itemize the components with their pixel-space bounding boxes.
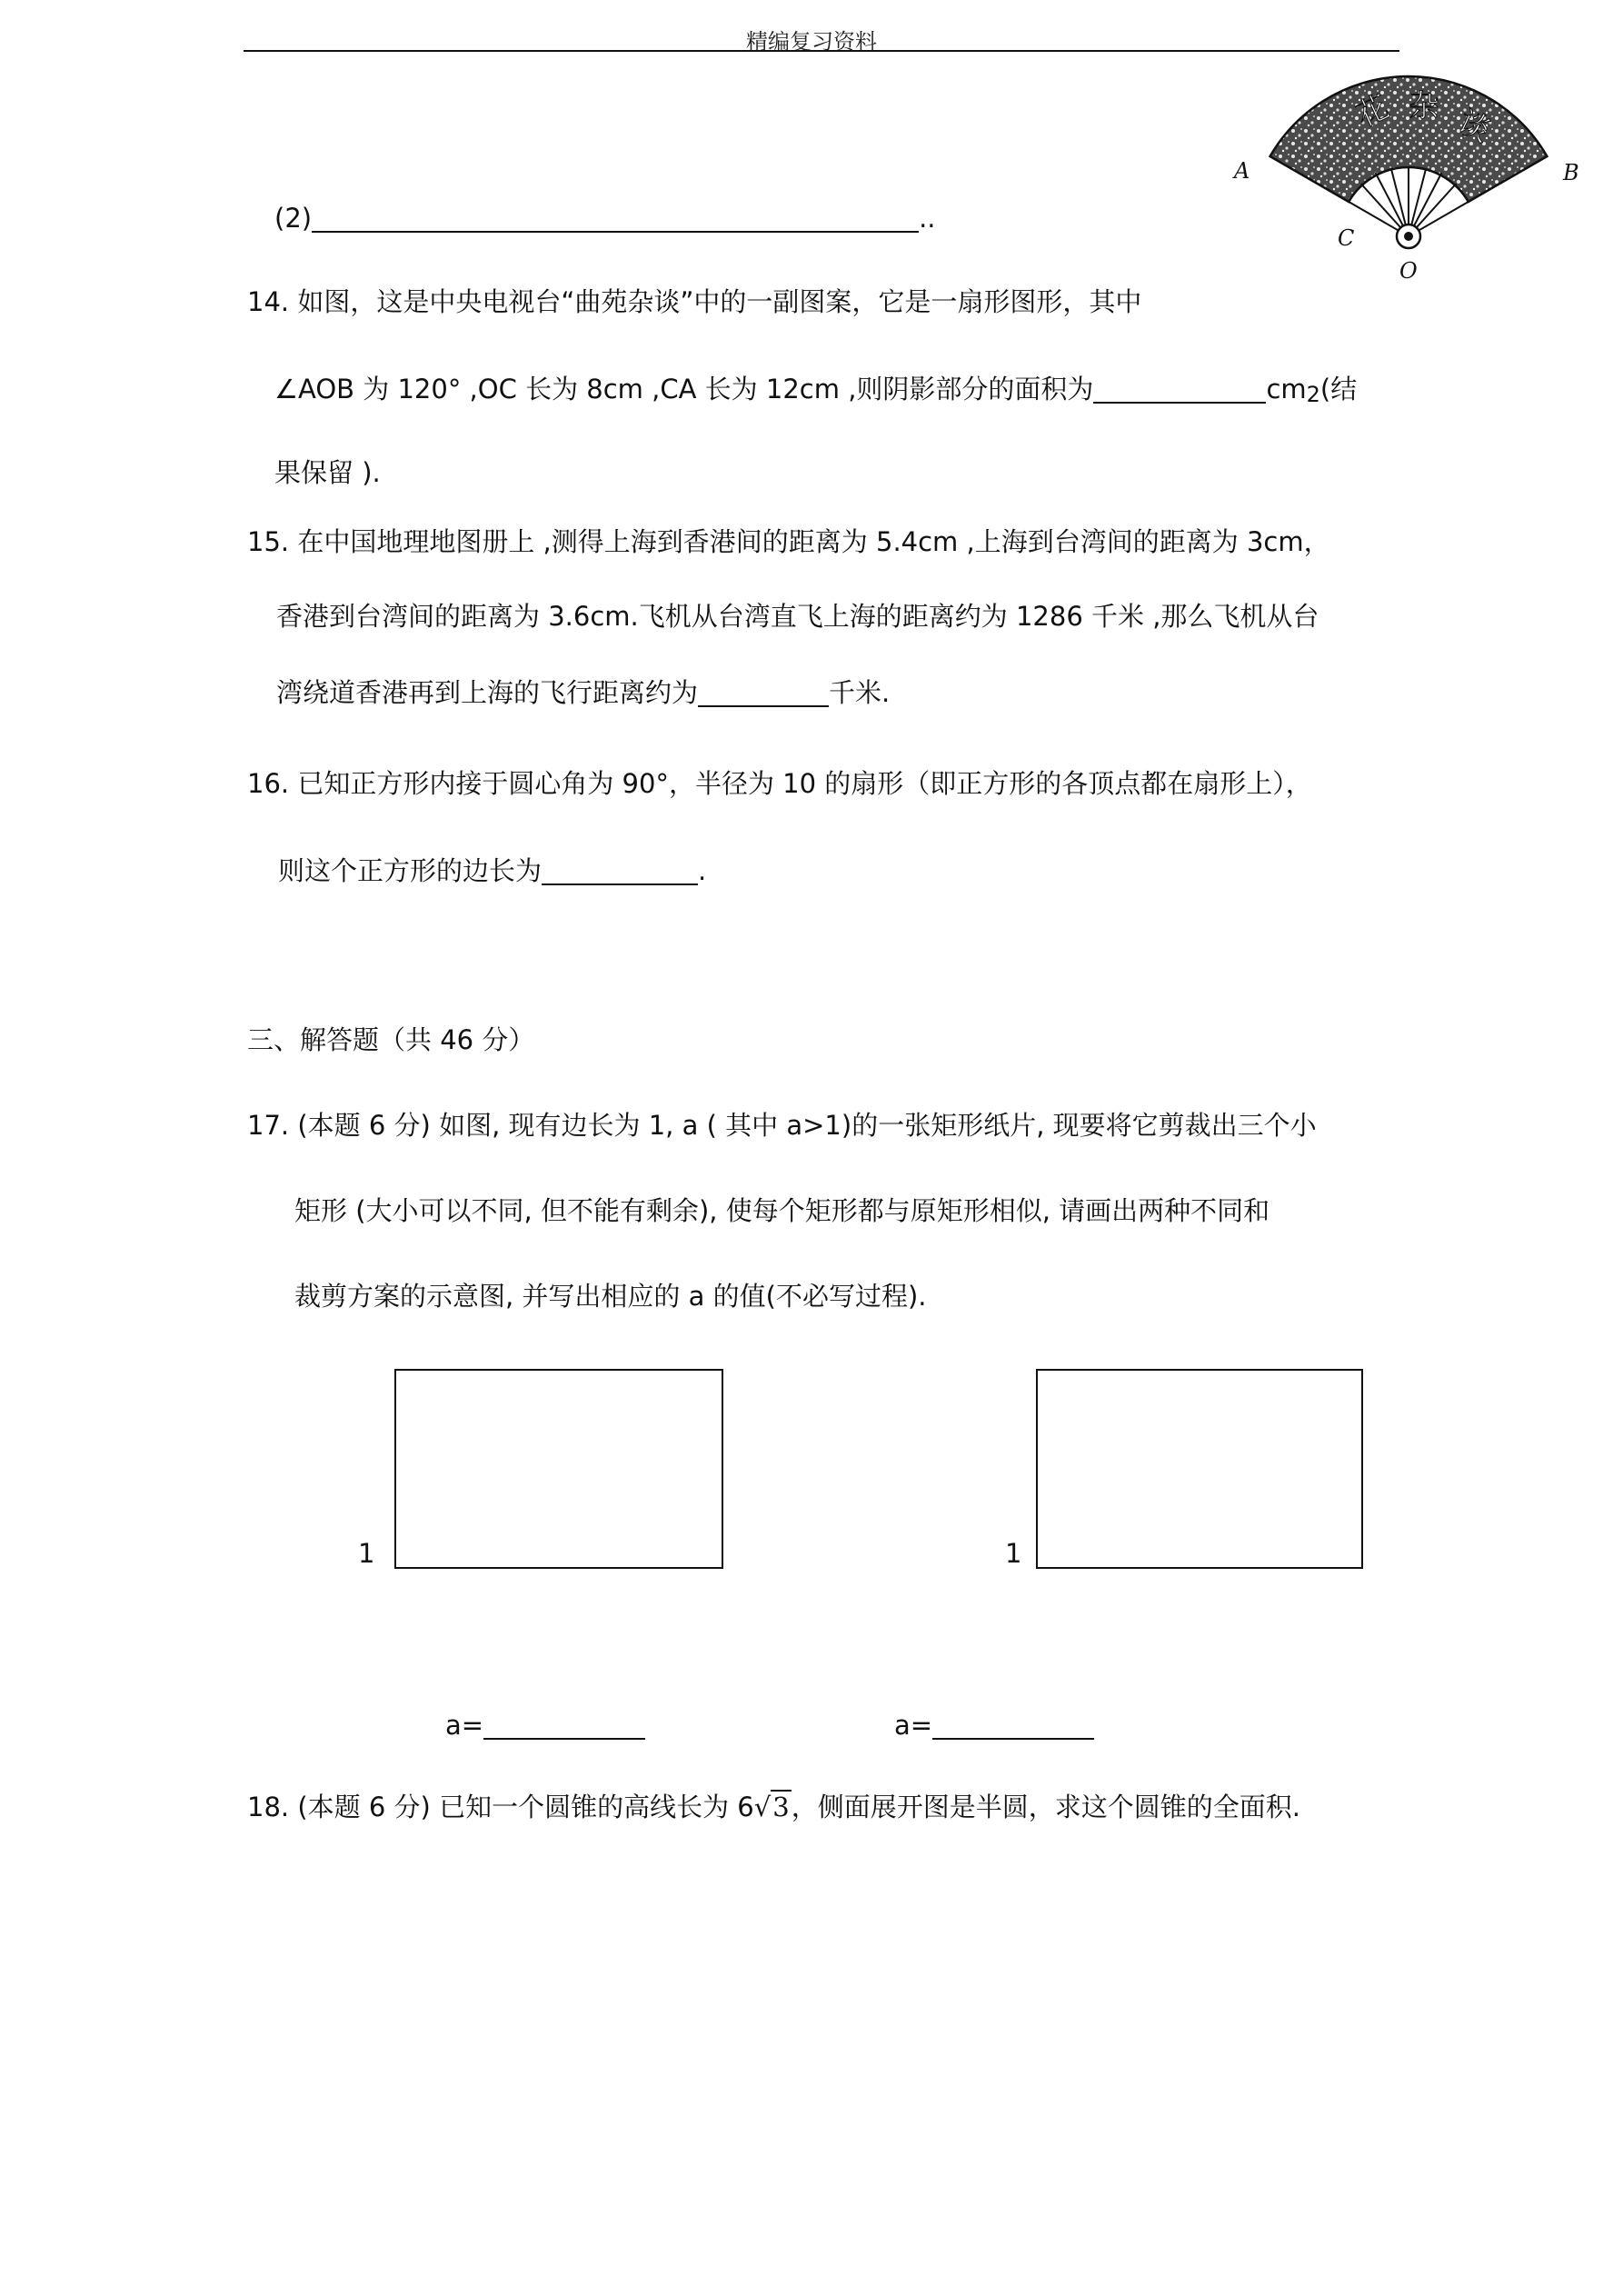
q15-line-3-text: 湾绕道香港再到上海的飞行距离约为 (276, 677, 699, 708)
q16-answer-blank (542, 856, 698, 885)
q18-text-end: ，侧面展开图是半圆，求这个圆锥的全面积. (791, 1792, 1300, 1822)
calligraphy-char-3: 谈 (1452, 103, 1496, 150)
q14-line-3: 果保留 ). (274, 457, 381, 488)
q14-line-1: 14. 如图，这是中央电视台“曲苑杂谈”中的一副图案，它是一扇形图形，其中 (247, 286, 1142, 317)
fan-diagram (1227, 64, 1590, 291)
q17-line-3: 裁剪方案的示意图, 并写出相应的 a 的值(不必写过程). (294, 1281, 927, 1312)
q14-line-2-text: ∠AOB 为 120° ,OC 长为 8cm ,CA 长为 12cm ,则阴影部分的面积为 (274, 374, 1094, 404)
q13-suffix: .. (919, 203, 936, 234)
q17-answer-right-label: a= (894, 1710, 933, 1741)
rectangle-right (1036, 1369, 1363, 1569)
point-label-c: C (1338, 225, 1355, 251)
q18-line (247, 1794, 1300, 1821)
calligraphy-char-1: 花 (1350, 88, 1395, 135)
calligraphy-char-2: 杂 (1409, 88, 1439, 125)
q17-answer-left-blank (483, 1711, 645, 1740)
point-label-b: B (1563, 160, 1579, 185)
q16-line-2 (278, 856, 706, 885)
q15-line-3 (276, 678, 890, 707)
q14-line-2 (274, 374, 1357, 405)
q13-prefix: (2) (274, 203, 313, 234)
rectangle-right-side-label: 1 (1005, 1538, 1022, 1569)
q17-answer-right-blank (932, 1711, 1094, 1740)
q17-line-2: 矩形 (大小可以不同, 但不能有剩余), 使每个矩形都与原矩形相似, 请画出两种不同和 (294, 1195, 1270, 1226)
sqrt-symbol: √ (753, 1792, 772, 1822)
q15-line-2: 香港到台湾间的距离为 3.6cm.飞机从台湾直飞上海的距离约为 1286 千米 ,那么飞机从台 (276, 601, 1319, 632)
q15-answer-blank (698, 678, 829, 707)
q17-answer-left-label: a= (445, 1710, 484, 1741)
q17-line-1: 17. (本题 6 分) 如图, 现有边长为 1, a ( 其中 a>1)的一张矩形纸片, 现要将它剪裁出三个小 (247, 1110, 1317, 1141)
q17-answer-left (445, 1711, 645, 1740)
q16-line-2-end: . (698, 855, 707, 886)
section-3-title: 三、解答题（共 46 分） (247, 1024, 535, 1055)
q14-unit-exponent: 2 (1306, 382, 1320, 407)
header-rule (244, 50, 1399, 52)
q17-answer-right (894, 1711, 1094, 1740)
rectangle-left (394, 1369, 723, 1569)
point-label-a: A (1234, 158, 1250, 184)
q14-line-2-end: (结 (1319, 374, 1358, 404)
q14-unit: cm (1266, 374, 1307, 404)
rectangle-left-side-label: 1 (358, 1538, 375, 1569)
fan-figure (1227, 64, 1590, 291)
q18-sqrt-argument: 3 (772, 1792, 790, 1822)
q16-line-2-text: 则这个正方形的边长为 (278, 855, 543, 886)
q15-line-1: 15. 在中国地理地图册上 ,测得上海到香港间的距离为 5.4cm ,上海到台湾间的距离为 3cm， (247, 526, 1330, 557)
point-label-o: O (1399, 258, 1418, 284)
q13-answer-blank (312, 204, 919, 233)
q14-answer-blank (1093, 374, 1266, 404)
page-header-title: 精编复习资料 (746, 29, 877, 55)
q15-line-3-end: 千米. (829, 677, 891, 708)
q13-part2 (274, 204, 936, 233)
q16-line-1: 16. 已知正方形内接于圆心角为 90°，半径为 10 的扇形（即正方形的各顶点都在扇形上）， (247, 768, 1312, 799)
q18-text-start: 18. (本题 6 分) 已知一个圆锥的高线长为 6 (247, 1792, 754, 1822)
